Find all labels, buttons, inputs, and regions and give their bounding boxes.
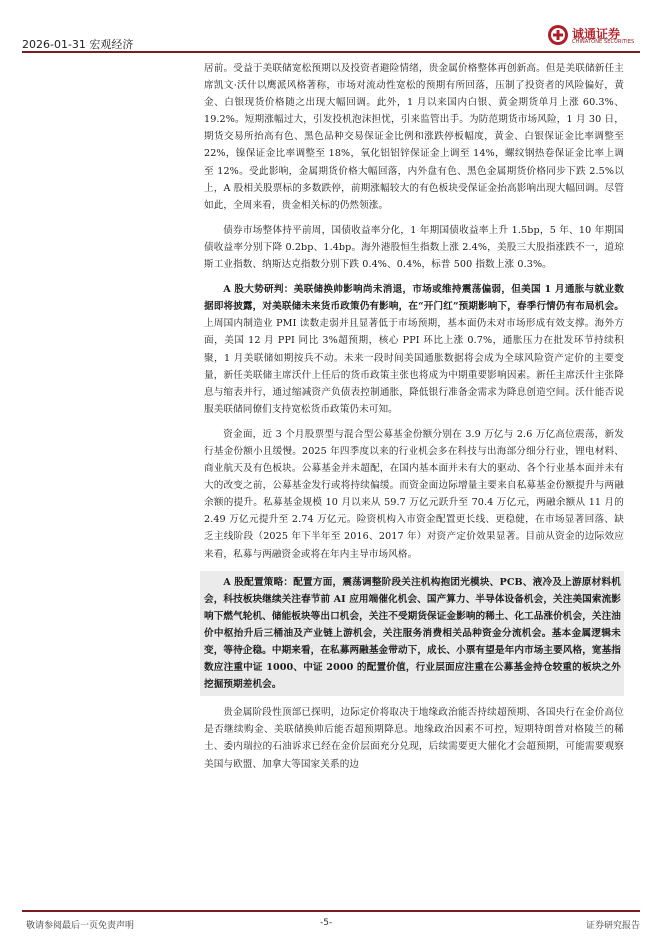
footer-divider [22, 910, 640, 912]
logo-name-en: CHINATONE SECURITIES [572, 39, 635, 45]
paragraph-allocation-strategy: A 股配置策略：配置方面，震荡调整阶段关注机构抱团光模块、PCB、液冷及上游原材料机会，科技板块继续关注春节前 AI 应用端催化机会、国产算力、半导体设备机会，关注美国索流影响下燃气轮机、储能板块等出口机会，关注不受期货保证金影响的稀土、化工品涨价机会，关注油价中枢抬升后三桶油及产业链上游机会，关注服务消费相关品种资金分流机会。基本金属逻辑未变，等待企稳。中期来看，在私募两融基金带动下，成长、小票有望是年内市场主要风格，宽基指数应注重中证 1000、中证 2000 的配置价值，行业层面应注重在公募基金持仓较重的板块之外挖掘预期差机会。 [200, 571, 624, 697]
page-number: -5- [320, 918, 333, 928]
header-divider [22, 51, 640, 53]
paragraph-precious-metals-outlook: 贵金属阶段性顶部已探明，边际定价将取决于地缘政治能否持续超预期、各国央行在金价高位是否继续购金、美联储换帅后能否超预期降息。地缘政治因素不可控，短期特朗普对格陵兰的稀土、委内瑞拉的石油诉求已经在金价层面充分兑现，后续需要更大催化才会超预期，可能需要观察美国与欧盟、加拿大等国家关系的边 [204, 707, 624, 770]
report-body [204, 60, 624, 781]
a-share-outlook-lead: A 股大势研判：美联储换帅影响尚未消退，市场或维持震荡偏弱，但美国 1 月通胀与就业数据即将披露，对美联储未来货币政策仍有影响，在“开门红”预期影响下，春季行情仍有布局机会。 [204, 284, 624, 313]
company-logo-mark-icon [547, 24, 569, 46]
paragraph-funding: 资金面，近 3 个月股票型与混合型公募基金份额分别在 3.9 万亿与 2.6 万亿高位震荡，新发行基金份额小且缓慢。2025 年四季度以来的行业机会多在科技与出海部分细分行业，锂电材料、商业航天及有色板块。公募基金并未超配，在国内基本面并未有大的驱动、各个行业基本面并未有大的改变之前，公募基金发行或将持续偏缓。而资金面边际增量主要来自私募基金份额提升与两融余额的提升。私募基金规模 10 月以来从 59.7 万亿元跃升至 70.4 万亿元，两融余额从 11 月的 2.49 万亿元提升至 2.74 万亿元。险资机构入市资金配置更长线、更稳健，在市场显著回落、缺乏主线阶段（2025 年下半年至 2016、2017 年）对资产定价效果显著。目前从资金的边际效应来看，私募与两融资金或将在年内主导市场风格。 [204, 428, 624, 560]
company-logo [547, 24, 645, 48]
page-header [0, 0, 662, 52]
paragraph-precious-metals: 居前。受益于美联储宽松预期以及投资者避险情绪，贵金属价格整体再创新高。但是美联储新任主席凯文·沃什以鹰派风格著称，市场对流动性宽松的预期有所回落，压制了投资者的风险偏好，黄金、白银现货价格随之出现大幅回调。此外，1 月以来国内白银、黄金期货单月上涨 60.3%、19.2%。短期涨幅过大，引发投机泡沫担忧，引来监管出手。为防范期货市场风险，1 月 30 日，期货交易所抬高有色、黑色品种交易保证金比例和涨跌停板幅度，黄金、白银保证金比率调整至 22%，镍保证金比率调整至 18%，氧化铝铝锌保证金上调至 14%，螺纹钢热卷保证金比率上调至 12%。受此影响，金属期货价格大幅回落，内外盘有色、黑色金属期货价格同步下跌 2.5%以上，A 股相关股票标的多数跌停，前期涨幅较大的有色板块受保证金抬高影响出现大幅回调。尽管如此，全周来看，贵金相关标的仍然领涨。 [204, 63, 624, 211]
footer-disclaimer: 敬请参阅最后一页免责声明 [26, 921, 135, 931]
paragraph-bond-market: 债券市场整体持平前周，国债收益率分化，1 年期国债收益率上升 1.5bp，5 年、10 年期国债收益率分别下降 0.2bp、1.4bp。海外港股恒生指数上涨 2.4%，美股三大股指涨跌不一，道琼斯工业指数、纳斯达克指数分别下跌 0.4%、0.4%，标普 500 指数上涨 0.3%。 [204, 224, 624, 271]
date-section-label: 2026-01-31 宏观经济 [22, 38, 134, 51]
paragraph-a-share-outlook [204, 281, 624, 418]
a-share-outlook-body: 上周国内制造业 PMI 读数走弱并且显著低于市场预期，基本面仍未对市场形成有效支撑。海外方面，美国 12 月 PPI 同比 3%超预期，核心 PPI 环比上涨 0.7%，通胀压力在批发环节持续积聚，1 月美联储如期按兵不动。未来一段时间美国通胀数据将会成为全球风险资产定价的主要变量，新任美联储主席沃什上任后的货币政策主张也将成为中期重要影响因素。新任主席沃什主张降息与缩表并行，通过缩减资产负债表控制通胀，降低银行准备金需求为降息创造空间。沃什能否说服美联储同僚们支持宽松货币政策仍未可知。 [204, 318, 624, 415]
footer-report-type: 证券研究报告 [585, 921, 640, 931]
logo-name-cn: 诚通证券 [572, 27, 621, 41]
